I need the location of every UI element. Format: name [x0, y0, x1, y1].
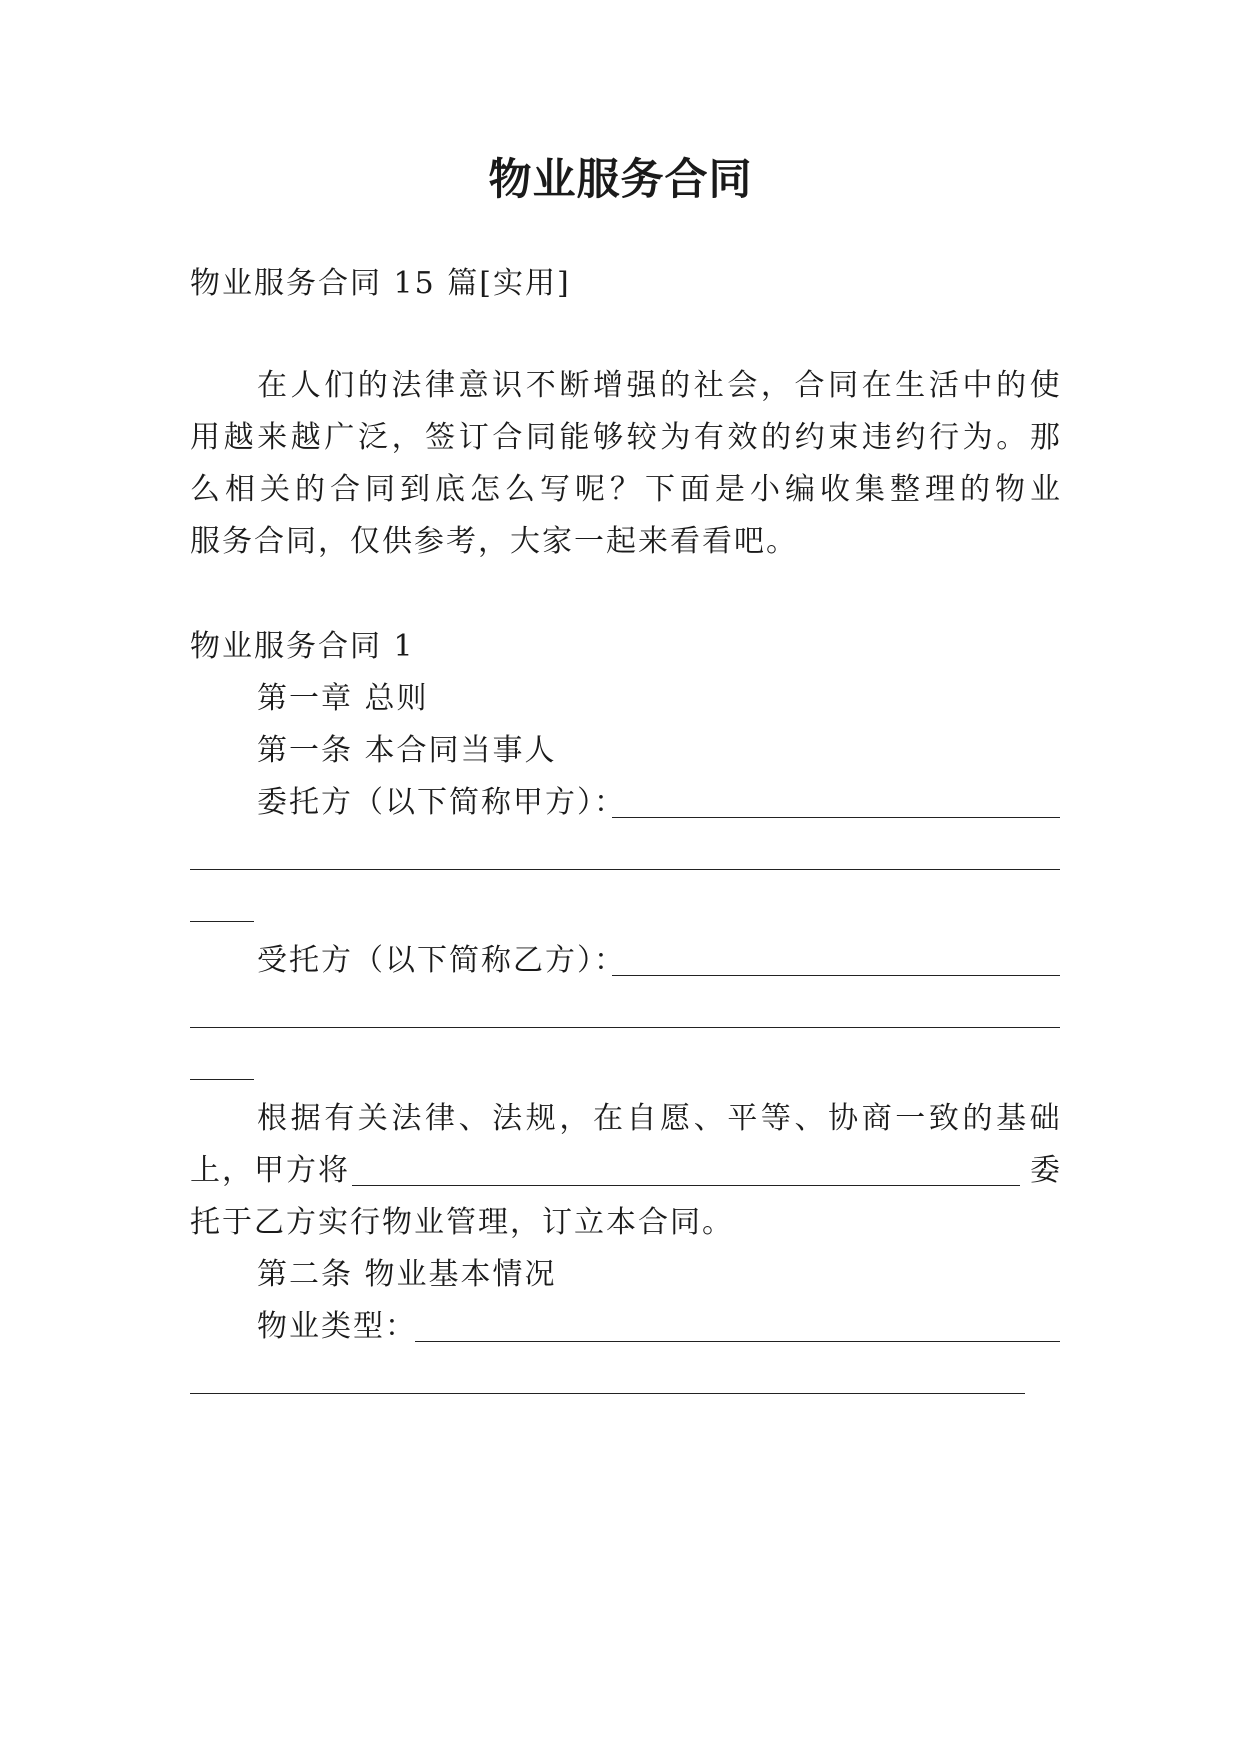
- party-b-blank-1[interactable]: [612, 975, 1060, 976]
- party-a-blank-3[interactable]: [190, 921, 254, 922]
- document-title: 物业服务合同: [488, 155, 753, 205]
- delegated-property-blank[interactable]: [352, 1185, 1020, 1186]
- intro-line-3: 么 相 关 的 合 同 到 底 怎 么 写 呢 ？ 下 面 是 小 编 收 集 整 理 的 物 业: [190, 472, 1060, 507]
- basis-line-2-start: 上，甲方将: [190, 1153, 350, 1188]
- party-a-blank-1[interactable]: [612, 817, 1060, 818]
- basis-line-2-end: 委: [1030, 1153, 1060, 1188]
- party-a-blank-2[interactable]: [190, 869, 1060, 870]
- article-1-heading: 第一条 本合同当事人: [257, 733, 557, 768]
- intro-line-1: 在 人 们 的 法 律 意 识 不 断 增 强 的 社 会 ， 合 同 在 生 活 中 的 使: [257, 368, 1060, 403]
- property-type-blank-1[interactable]: [415, 1341, 1060, 1342]
- basis-line-1: 根 据 有 关 法 律 、 法 规 ， 在 自 愿 、 平 等 、 协 商 一 致 的 基 础: [257, 1101, 1060, 1136]
- document-subtitle: 物业服务合同 15 篇[实用]: [190, 266, 571, 301]
- contract-heading: 物业服务合同 1: [190, 629, 415, 664]
- article-2-heading: 第二条 物业基本情况: [257, 1257, 557, 1292]
- chapter-heading: 第一章 总则: [257, 681, 429, 716]
- party-b-blank-2[interactable]: [190, 1027, 1060, 1028]
- property-type-blank-2[interactable]: [190, 1393, 1025, 1394]
- property-type-label: 物业类型：: [257, 1309, 417, 1344]
- party-b-blank-3[interactable]: [190, 1079, 254, 1080]
- intro-line-4: 服务合同，仅供参考，大家一起来看看吧。: [190, 524, 798, 559]
- basis-line-3: 托于乙方实行物业管理，订立本合同。: [190, 1205, 734, 1240]
- intro-line-2: 用 越 来 越 广 泛 ， 签 订 合 同 能 够 较 为 有 效 的 约 束 违 约 行 为 。 那: [190, 420, 1060, 455]
- party-b-label: 受托方（以下简称乙方）：: [257, 943, 626, 978]
- party-a-label: 委托方（以下简称甲方）：: [257, 785, 626, 820]
